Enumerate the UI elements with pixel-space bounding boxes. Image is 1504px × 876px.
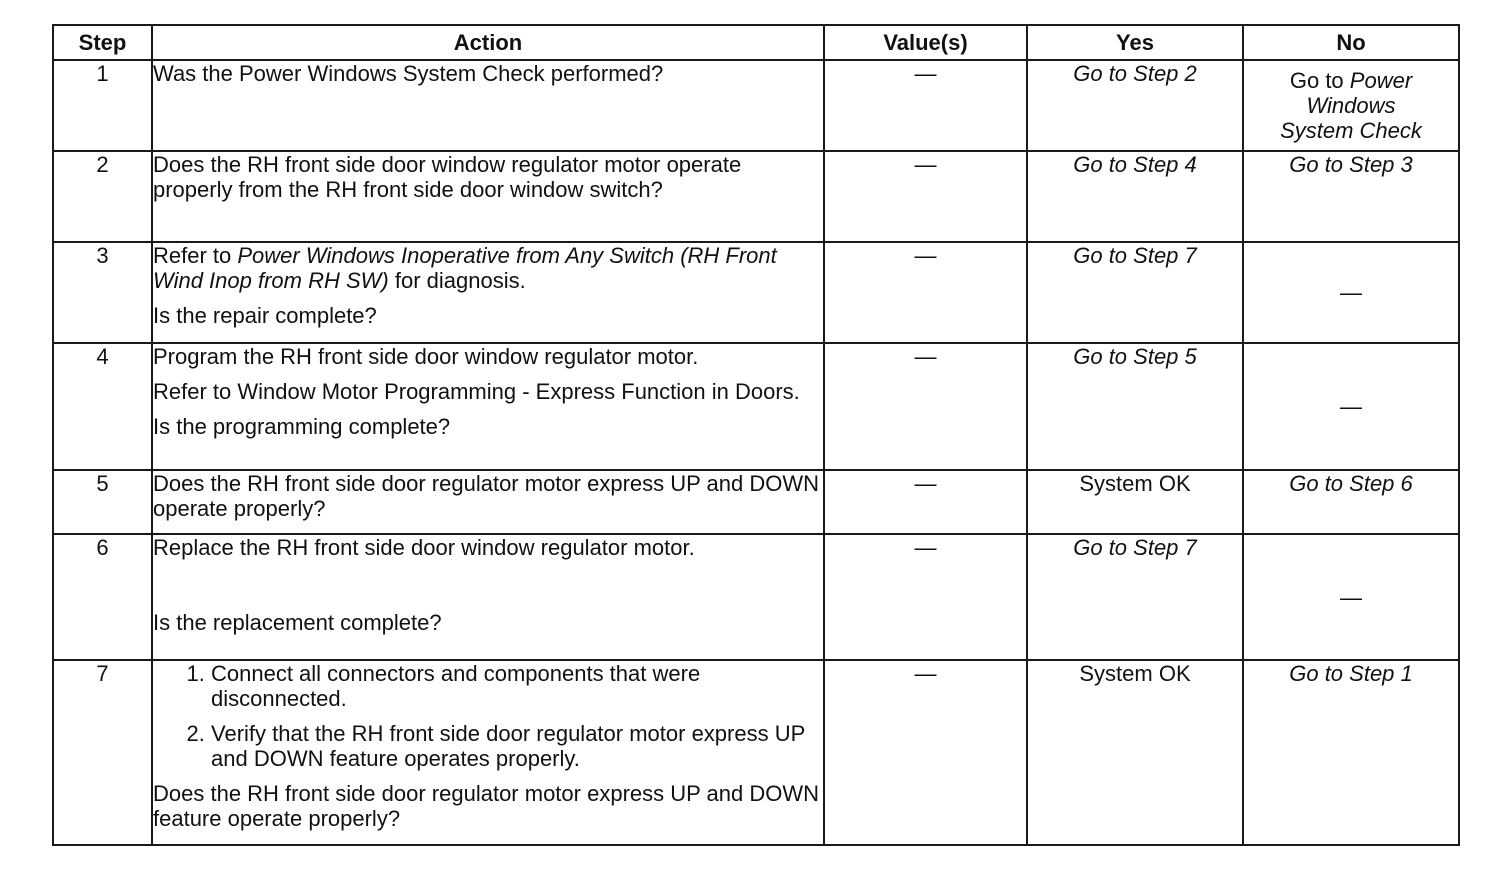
action-list (153, 661, 823, 771)
action-question: Was the Power Windows System Check performed? (153, 61, 664, 86)
action-question: Does the RH front side door window regulator motor operate properly from the RH front side door window switch? (153, 152, 742, 202)
step-number: 1 (53, 60, 152, 151)
value-cell: — (824, 470, 1027, 534)
action-cell (152, 660, 824, 845)
action-cell (152, 343, 824, 470)
list-item: 2. Verify that the RH front side door regulator motor express UP and DOWN feature operates properly. (211, 721, 823, 771)
table-row-step-5 (53, 470, 1459, 534)
step-number: 3 (53, 242, 152, 343)
action-cell (152, 151, 824, 242)
action-refer: Refer to Power Windows Inoperative from Any Switch (RH Front Wind Inop from RH SW) for diagnosis. (153, 243, 777, 293)
yes-link[interactable]: Go to Step 7 (1027, 242, 1243, 343)
yes-link[interactable]: Go to Step 2 (1027, 60, 1243, 151)
yes-link[interactable]: Go to Step 5 (1027, 343, 1243, 470)
no-link[interactable]: Go to Step 3 (1243, 151, 1459, 242)
header-values: Value(s) (824, 25, 1027, 60)
step-number: 6 (53, 534, 152, 660)
header-no: No (1243, 25, 1459, 60)
header-row (53, 25, 1459, 60)
action-question: Does the RH front side door regulator motor express UP and DOWN operate properly? (153, 471, 819, 521)
action-cell (152, 470, 824, 534)
table-row-step-6 (53, 534, 1459, 660)
table-row-step-4 (53, 343, 1459, 470)
value-cell: — (824, 343, 1027, 470)
value-cell: — (824, 660, 1027, 845)
yes-result: System OK (1027, 660, 1243, 845)
value-cell: — (824, 60, 1027, 151)
action-question: Is the replacement complete? (153, 610, 442, 635)
action-cell (152, 60, 824, 151)
header-yes: Yes (1027, 25, 1243, 60)
step-number: 2 (53, 151, 152, 242)
action-instruction: Program the RH front side door window regulator motor. (153, 344, 699, 369)
action-cell (152, 534, 824, 660)
diagnostic-table (52, 24, 1460, 846)
value-cell: — (824, 534, 1027, 660)
header-action: Action (152, 25, 824, 60)
yes-link[interactable]: Go to Step 4 (1027, 151, 1243, 242)
step-number: 4 (53, 343, 152, 470)
no-cell: — (1243, 534, 1459, 660)
table-row-step-3 (53, 242, 1459, 343)
no-prefix: Go to (1289, 68, 1350, 93)
step-number: 5 (53, 470, 152, 534)
table-row-step-2 (53, 151, 1459, 242)
no-link[interactable]: Go to Step 6 (1243, 470, 1459, 534)
value-cell: — (824, 151, 1027, 242)
no-cell: — (1243, 343, 1459, 470)
step-number: 7 (53, 660, 152, 845)
no-cell: — (1243, 242, 1459, 343)
header-step: Step (53, 25, 152, 60)
action-question: Does the RH front side door regulator motor express UP and DOWN feature operate properly? (153, 781, 819, 831)
value-cell: — (824, 242, 1027, 343)
no-cell (1243, 60, 1459, 151)
list-item: 1. Connect all connectors and components that were disconnected. (211, 661, 823, 711)
refer-link-power-windows-inoperative[interactable]: Power Windows Inoperative from Any Switch (RH Front Wind Inop from RH SW) (153, 243, 777, 293)
yes-result: System OK (1027, 470, 1243, 534)
action-refer: Refer to Window Motor Programming - Express Function in Doors. (153, 379, 800, 404)
no-link-power-windows-system-check[interactable]: Power Windows System Check (1280, 68, 1422, 143)
action-question: Is the repair complete? (153, 303, 377, 328)
table-row-step-1 (53, 60, 1459, 151)
no-link[interactable]: Go to Step 1 (1243, 660, 1459, 845)
action-question: Is the programming complete? (153, 414, 451, 439)
yes-link[interactable]: Go to Step 7 (1027, 534, 1243, 660)
action-instruction: Replace the RH front side door window regulator motor. (153, 535, 695, 560)
action-cell (152, 242, 824, 343)
table-row-step-7 (53, 660, 1459, 845)
